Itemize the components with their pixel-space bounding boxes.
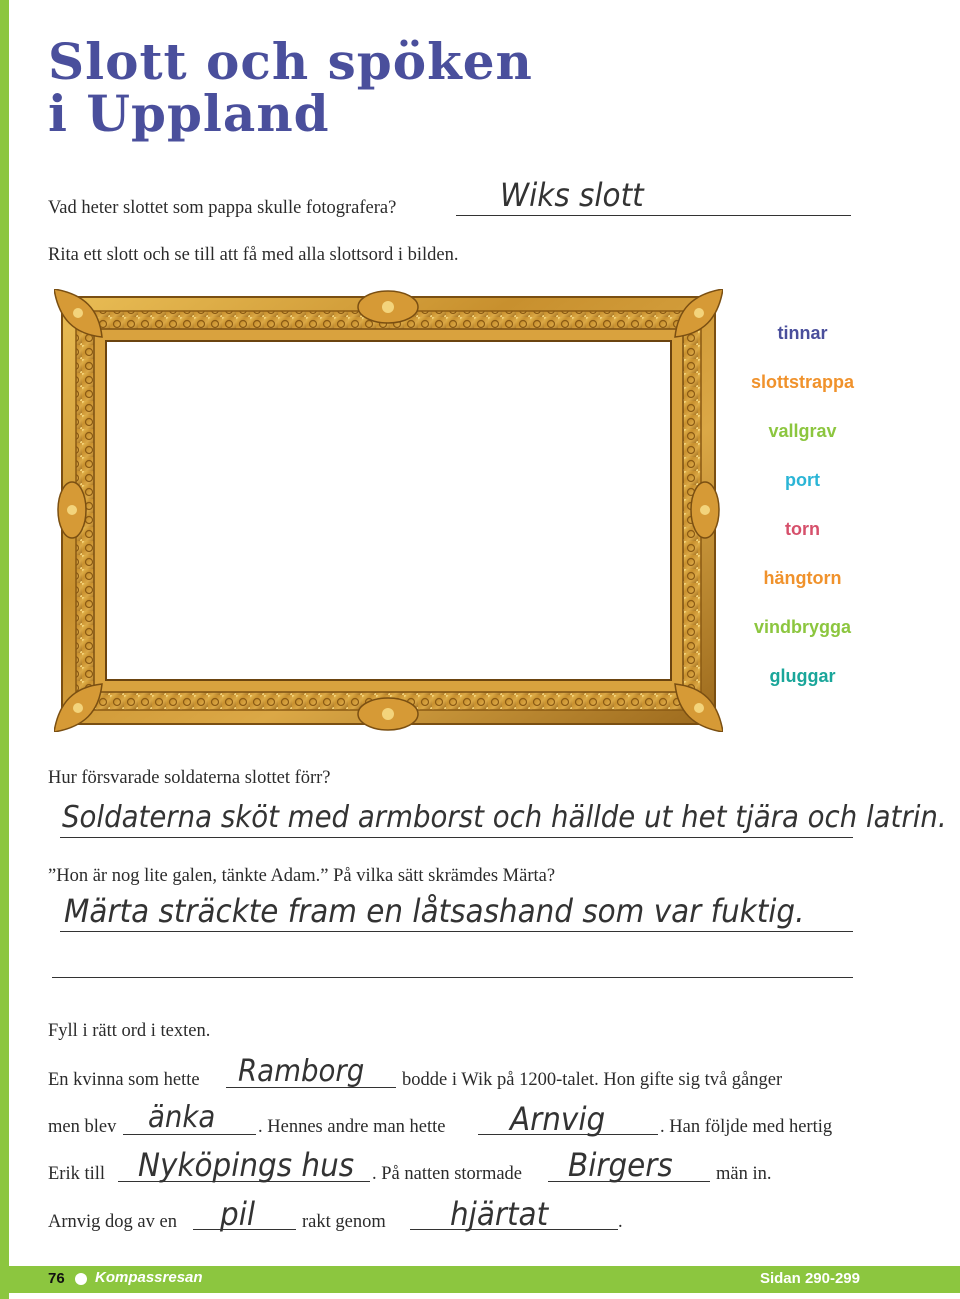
blank-answer-1[interactable]: Ramborg [238, 1054, 365, 1089]
castle-word: vallgrav [768, 421, 837, 441]
cloze-text: rakt genom [302, 1212, 386, 1232]
castle-word: slottstrappa [750, 372, 855, 392]
cloze-text: . [618, 1212, 623, 1232]
title-line-1: Slott och spöken [48, 32, 533, 91]
answer-line-castle-name [456, 215, 851, 216]
frame-graphic [54, 289, 723, 732]
page-range: Sidan 290-299 [759, 1270, 860, 1287]
cloze-text: men blev [48, 1117, 117, 1137]
bullet-dot-icon [75, 1273, 87, 1285]
castle-word: port [785, 470, 820, 490]
castle-word: vindbrygga [753, 617, 851, 637]
answer-scare[interactable]: Märta sträckte fram en låtsashand som var fuktig. [64, 892, 805, 930]
blank-answer-7[interactable]: hjärtat [450, 1195, 549, 1233]
cloze-instruction: Fyll i rätt ord i texten. [48, 1021, 211, 1041]
page-title [48, 32, 533, 143]
castle-word: hängtorn [763, 568, 842, 588]
blank-answer-3[interactable]: Arnvig [510, 1100, 606, 1138]
question-castle-name: Vad heter slottet som pappa skulle fotografera? [48, 198, 397, 218]
castle-word: torn [785, 519, 820, 539]
answer-castle-name[interactable]: Wiks slott [500, 176, 644, 214]
title-line-2: i Uppland [48, 84, 330, 143]
answer-line-defense [60, 837, 853, 838]
page-edge-bar [0, 0, 9, 1299]
cloze-text: . På natten stormade [372, 1164, 523, 1184]
blank-answer-6[interactable]: pil [220, 1195, 256, 1233]
castle-word: gluggar [769, 666, 836, 686]
question-defense: Hur försvarade soldaterna slottet förr? [48, 768, 331, 788]
instruction-draw: Rita ett slott och se till att få med alla slottsord i bilden. [48, 245, 459, 265]
cloze-text: män in. [716, 1164, 772, 1184]
question-scare: ”Hon är nog lite galen, tänkte Adam.” På vilka sätt skrämdes Märta? [48, 866, 556, 886]
cloze-text: bodde i Wik på 1200-talet. Hon gifte sig två gånger [402, 1070, 783, 1090]
cloze-text: . Han följde med hertig [660, 1117, 833, 1137]
cloze-text: Erik till [48, 1164, 106, 1184]
answer-line-scare-2[interactable] [52, 977, 853, 978]
blank-answer-5[interactable]: Birgers [568, 1146, 673, 1184]
cloze-text: Arnvig dog av en [48, 1212, 177, 1232]
footer-bar [0, 1266, 960, 1293]
castle-word: tinnar [777, 323, 828, 343]
answer-line-scare-1 [60, 931, 853, 932]
cloze-text: En kvinna som hette [48, 1070, 200, 1090]
castle-word-list [740, 318, 865, 710]
page-number: 76 [48, 1270, 65, 1287]
blank-answer-2[interactable]: änka [148, 1100, 216, 1135]
answer-defense[interactable]: Soldaterna sköt med armborst och hällde ut het tjära och latrin. [62, 800, 947, 835]
cloze-text: . Hennes andre man hette [258, 1117, 446, 1137]
blank-answer-4[interactable]: Nyköpings hus [138, 1146, 355, 1184]
book-title: Kompassresan [95, 1269, 203, 1286]
picture-frame[interactable] [54, 289, 723, 732]
